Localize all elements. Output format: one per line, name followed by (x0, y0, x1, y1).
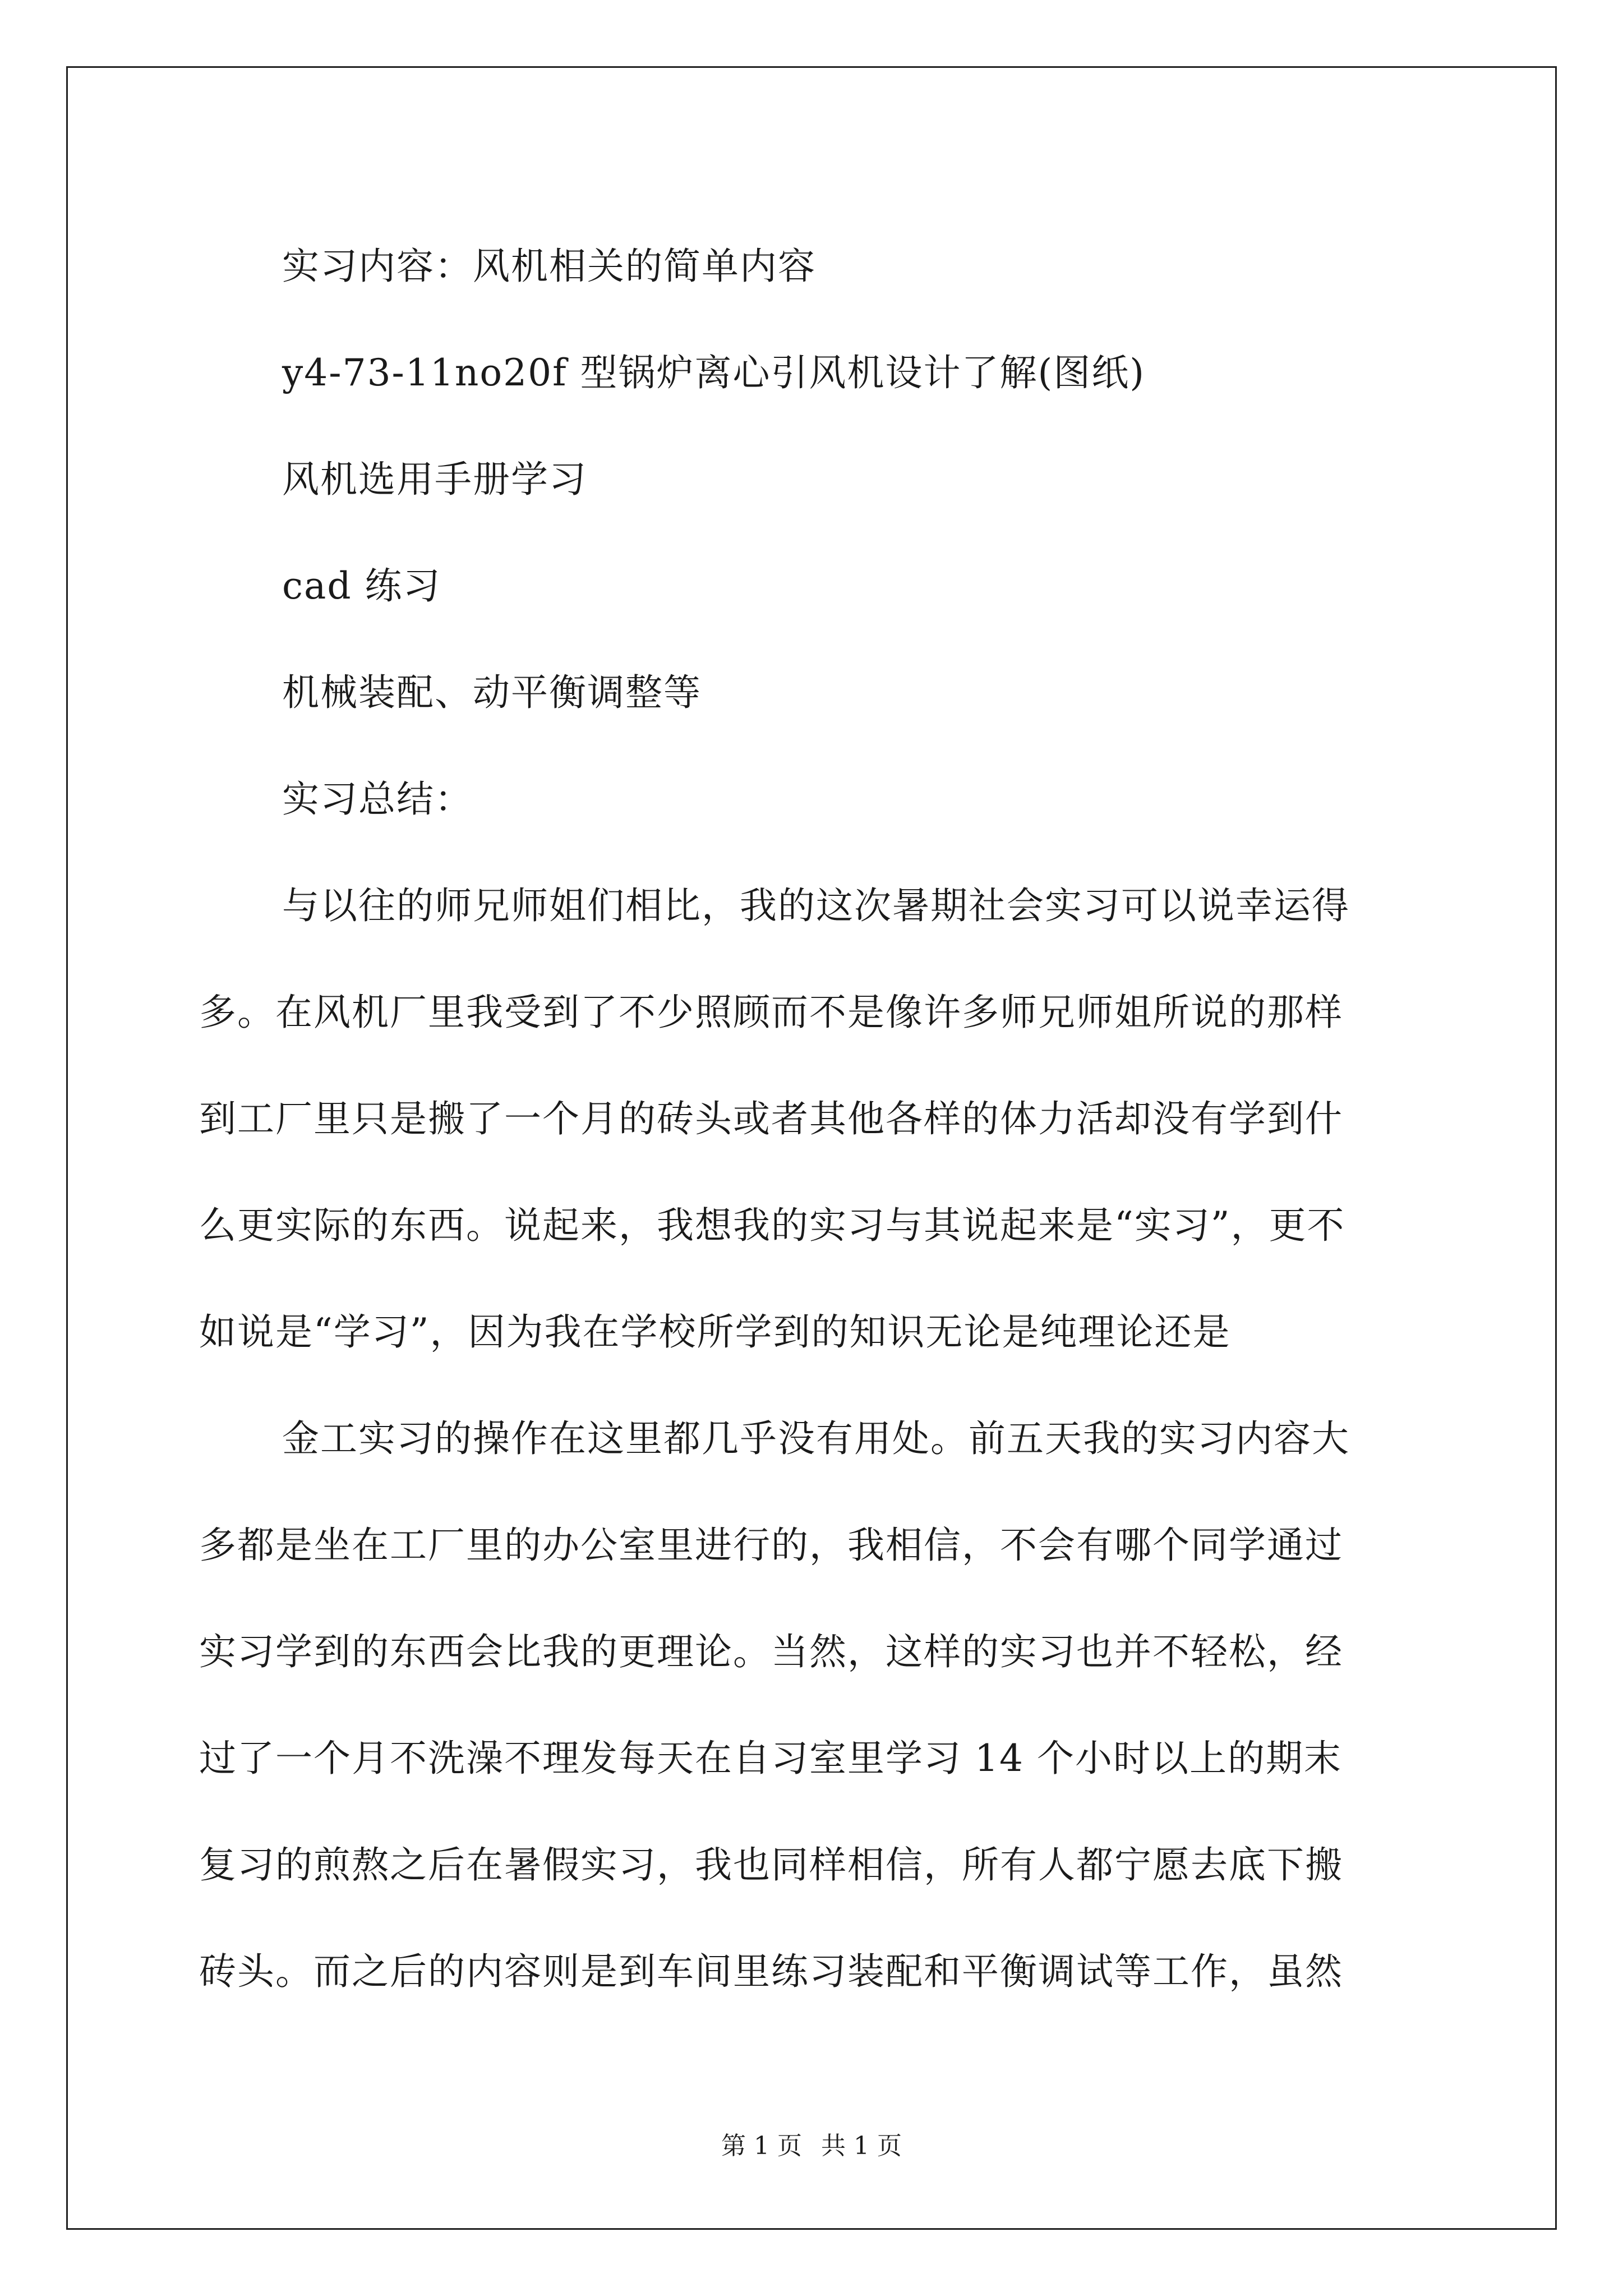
line-5: 机械装配、动平衡调整等 (282, 671, 702, 714)
line-13: 多都是坐在工厂里的办公室里进行的，我相信，不会有哪个同学通过 (199, 1524, 1343, 1567)
line-2: y4-73-11no20f 型锅炉离心引风机设计了解(图纸) (282, 351, 1145, 394)
line-1: 实习内容：风机相关的简单内容 (282, 245, 816, 288)
line-6: 实习总结： (282, 777, 473, 821)
line-3: 风机选用手册学习 (282, 458, 587, 501)
line-17: 砖头。而之后的内容则是到车间里练习装配和平衡调试等工作，虽然 (199, 1950, 1343, 1993)
line-9: 到工厂里只是搬了一个月的砖头或者其他各样的体力活却没有学到什 (199, 1097, 1343, 1140)
page-number: 第 1 页 (721, 2132, 802, 2160)
line-7: 与以往的师兄师姐们相比，我的这次暑期社会实习可以说幸运得 (282, 884, 1350, 927)
line-12: 金工实习的操作在这里都几乎没有用处。前五天我的实习内容大 (282, 1417, 1350, 1460)
line-4: cad 练习 (282, 564, 441, 608)
document-body (199, 213, 1433, 2025)
line-14: 实习学到的东西会比我的更理论。当然，这样的实习也并不轻松，经 (199, 1630, 1343, 1673)
line-10: 么更实际的东西。说起来，我想我的实习与其说起来是“实习”，更不 (199, 1204, 1345, 1247)
page-footer (0, 2129, 1623, 2163)
line-15: 过了一个月不洗澡不理发每天在自习室里学习 14 个小时以上的期末 (199, 1737, 1342, 1780)
line-11: 如说是“学习”，因为我在学校所学到的知识无论是纯理论还是 (199, 1310, 1231, 1354)
page-total: 共 1 页 (821, 2132, 902, 2160)
line-8: 多。在风机厂里我受到了不少照顾而不是像许多师兄师姐所说的那样 (199, 991, 1343, 1034)
line-16: 复习的煎熬之后在暑假实习，我也同样相信，所有人都宁愿去底下搬 (199, 1843, 1343, 1887)
